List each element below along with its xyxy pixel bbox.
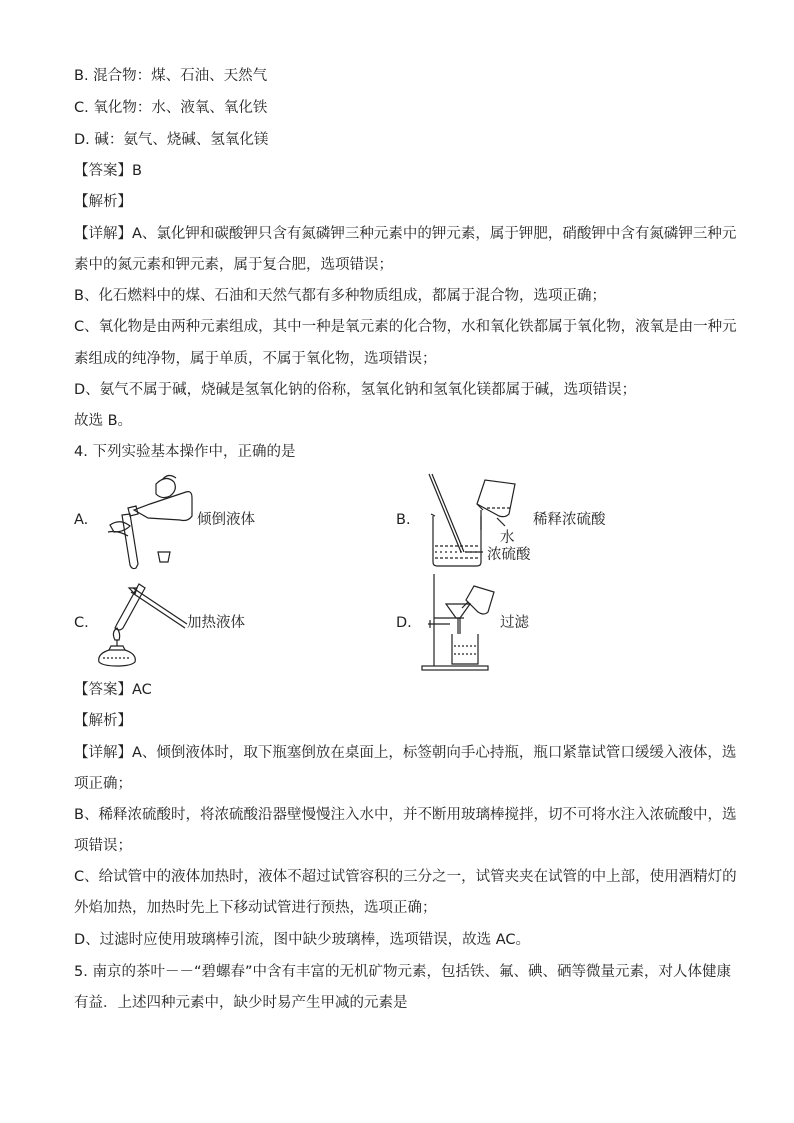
- detail-line: B、稀释浓硫酸时，将浓硫酸沿器壁慢慢注入水中，并不断用玻璃棒搅拌，切不可将水注入浓硫酸中，选: [74, 807, 737, 823]
- conclusion-line: 故选 B。: [74, 413, 133, 429]
- detail-line: 项错误；: [74, 838, 132, 854]
- option-a-letter: A.: [74, 512, 89, 528]
- detail-line: D、过滤时应使用玻璃棒引流，图中缺少玻璃棒，选项错误，故选 AC。: [74, 932, 531, 948]
- detail-line: 素组成的纯净物，属于单质，不属于氧化物，选项错误；: [74, 351, 437, 367]
- detail-line: C、给试管中的液体加热时，液体不超过试管容积的三分之一，试管夹夹在试管的中上部，使用酒精灯的: [74, 869, 737, 885]
- option-a-label: 倾倒液体: [197, 512, 255, 528]
- heating-liquid-figure: [95, 578, 190, 668]
- question-4-stem: 4. 下列实验基本操作中，正确的是: [74, 444, 296, 460]
- detail-line: 【详解】A、氯化钾和碳酸钾只含有氮磷钾三种元素中的钾元素，属于钾肥，硝酸钾中含有氮磷钾三种元: [74, 226, 737, 242]
- question-5-stem: 5. 南京的茶叶－－“碧螺春”中含有丰富的无机矿物元素，包括铁、氟、碘、硒等微量元素，对人体健康: [74, 964, 731, 980]
- option-d-letter: D.: [396, 615, 412, 631]
- analysis-heading: 【解析】: [74, 713, 132, 729]
- analysis-heading: 【解析】: [74, 194, 132, 210]
- option-b-label: 稀释浓硫酸: [533, 512, 606, 528]
- filtering-figure: [420, 572, 500, 672]
- detail-line: 外焰加热，加热时先上下移动试管进行预热，选项正确；: [74, 900, 437, 916]
- detail-line: B、化石燃料中的煤、石油和天然气都有多种物质组成，都属于混合物，选项正确；: [74, 288, 606, 304]
- option-c-text: C. 氧化物：水、液氧、氧化铁: [74, 100, 268, 116]
- detail-line: 项正确；: [74, 776, 132, 792]
- option-c-label: 加热液体: [187, 615, 245, 631]
- option-b-letter: B.: [396, 512, 411, 528]
- detail-line: C、氧化物是由两种元素组成，其中一种是氧元素的化合物，水和氧化铁都属于氧化物，液氧是由一种元: [74, 319, 737, 335]
- option-b-text: B. 混合物：煤、石油、天然气: [74, 68, 268, 84]
- answer-line: 【答案】B: [74, 163, 142, 179]
- option-c-letter: C.: [74, 615, 89, 631]
- detail-line: 【详解】A、倾倒液体时，取下瓶塞倒放在桌面上，标签朝向手心持瓶，瓶口紧靠试管口缓缓入液体，选: [74, 745, 737, 761]
- water-annotation: 水: [500, 530, 515, 546]
- pouring-liquid-figure: [100, 470, 210, 570]
- detail-line: 素中的氮元素和钾元素，属于复合肥，选项错误；: [74, 257, 393, 273]
- option-d-label: 过滤: [500, 615, 529, 631]
- option-d-text: D. 碱：氨气、烧碱、氢氧化镁: [74, 132, 269, 148]
- acid-annotation: 浓硫酸: [487, 547, 531, 563]
- question-5-stem: 有益．上述四种元素中，缺少时易产生甲减的元素是: [74, 995, 408, 1011]
- detail-line: D、氨气不属于碱，烧碱是氢氧化钠的俗称，氢氧化钠和氢氧化镁都属于碱，选项错误；: [74, 382, 637, 398]
- answer-line: 【答案】AC: [74, 682, 152, 698]
